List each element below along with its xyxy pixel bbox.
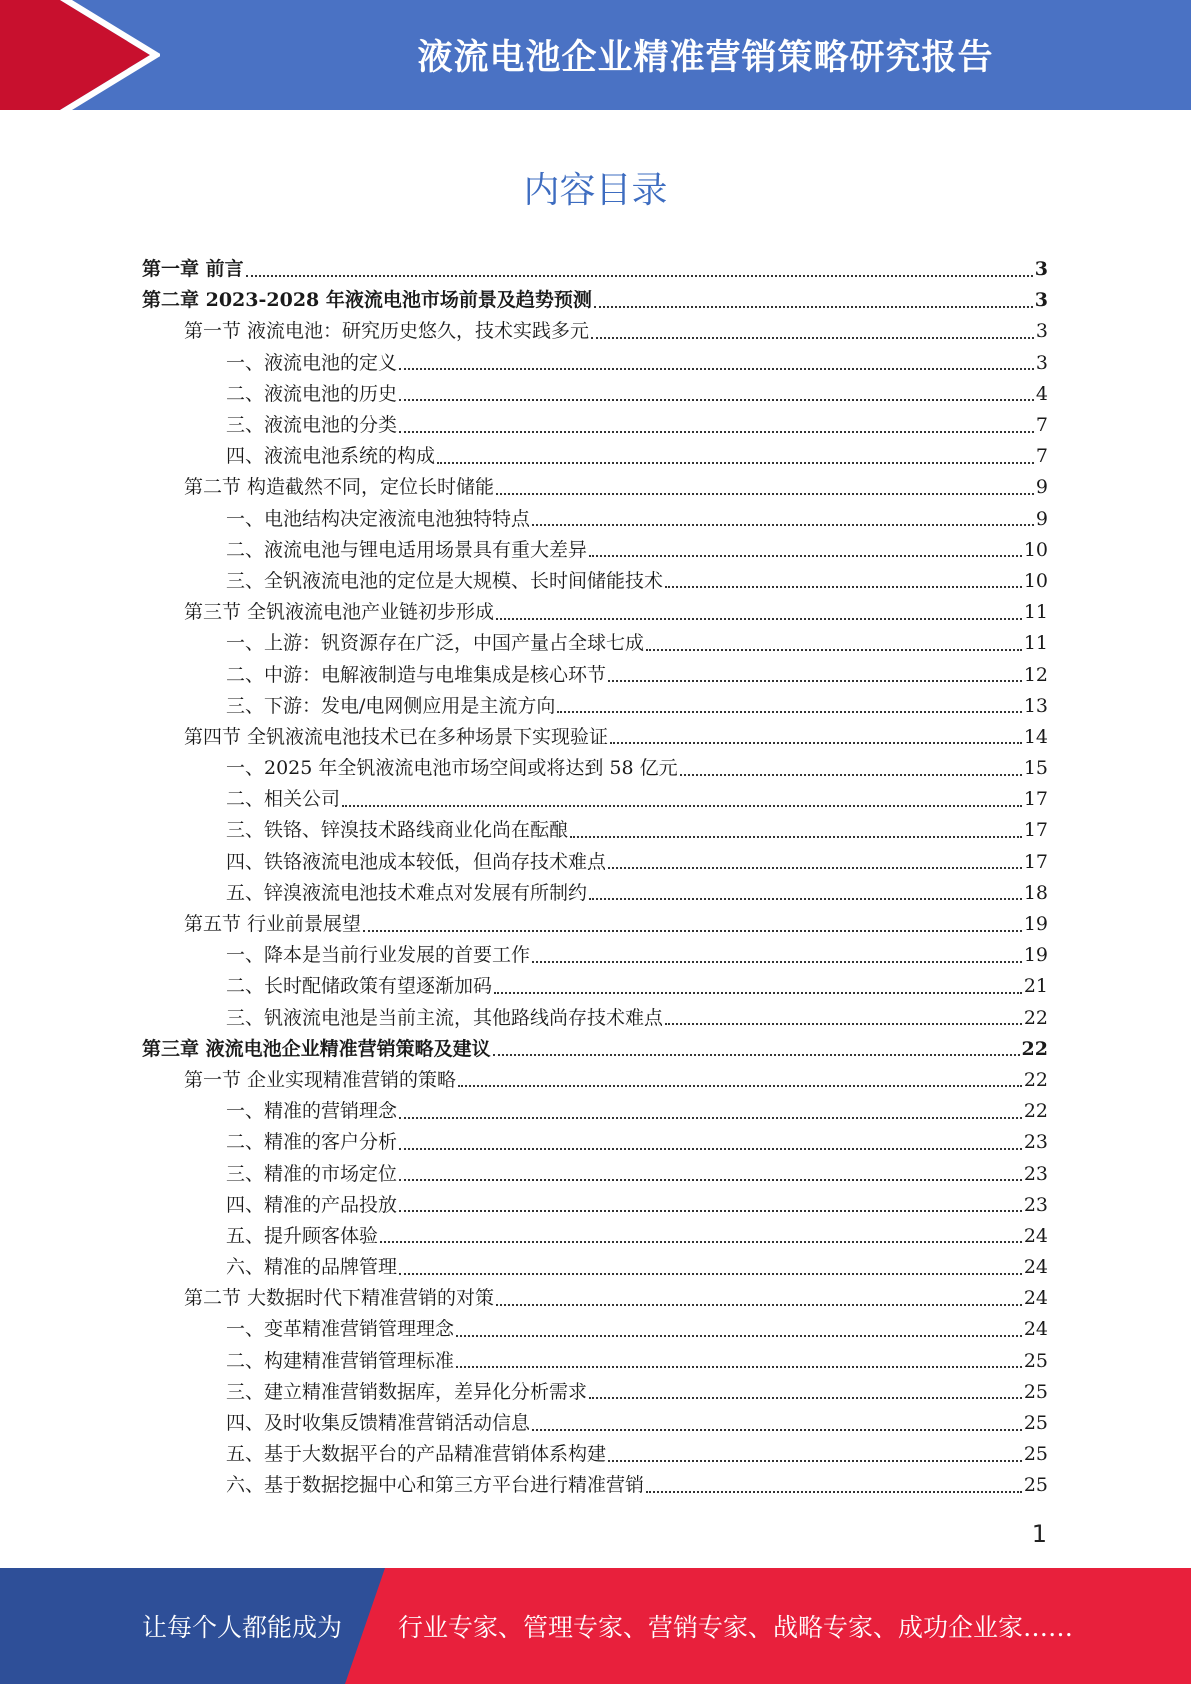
toc-chapter-entry[interactable] — [142, 1034, 1048, 1065]
toc-subsection-entry[interactable] — [142, 878, 1048, 909]
toc-subsection-entry[interactable] — [142, 971, 1048, 1002]
toc-entry-page: 7 — [1035, 414, 1048, 437]
toc-entry-page: 24 — [1023, 1224, 1048, 1247]
toc-entry-title: 一、精准的营销理念 — [226, 1100, 398, 1123]
toc-dot-leader — [665, 1023, 1022, 1025]
toc-subsection-entry[interactable] — [142, 1003, 1048, 1034]
toc-entry-page: 11 — [1023, 601, 1048, 624]
toc-section-entry[interactable] — [142, 472, 1048, 503]
toc-dot-leader — [646, 1491, 1022, 1493]
toc-subsection-entry[interactable] — [142, 1096, 1048, 1127]
toc-entry-title: 一、降本是当前行业发展的首要工作 — [226, 944, 531, 967]
toc-subsection-entry[interactable] — [142, 1346, 1048, 1377]
toc-dot-leader — [437, 462, 1034, 464]
toc-section-entry[interactable] — [142, 1065, 1048, 1096]
toc-subsection-entry[interactable] — [142, 1127, 1048, 1158]
toc-entry-title: 第二章 2023-2028 年液流电池市场前景及趋势预测 — [142, 289, 592, 312]
toc-entry-page: 25 — [1023, 1380, 1048, 1403]
toc-entry-page: 9 — [1035, 507, 1048, 530]
toc-entry-page: 3 — [1034, 258, 1048, 281]
toc-entry-page: 14 — [1023, 725, 1048, 748]
toc-entry-page: 17 — [1023, 819, 1048, 842]
toc-subsection-entry[interactable] — [142, 940, 1048, 971]
toc-entry-title: 一、上游：钒资源存在广泛，中国产量占全球七成 — [226, 632, 645, 655]
toc-entry-title: 一、变革精准营销管理理念 — [226, 1318, 455, 1341]
toc-entry-title: 四、精准的产品投放 — [226, 1193, 398, 1216]
toc-entry-title: 二、构建精准营销管理标准 — [226, 1349, 455, 1372]
toc-entry-title: 六、基于数据挖掘中心和第三方平台进行精准营销 — [226, 1474, 645, 1497]
toc-entry-page: 3 — [1034, 289, 1048, 312]
toc-entry-title: 五、锌溴液流电池技术难点对发展有所制约 — [226, 881, 588, 904]
toc-dot-leader — [608, 680, 1022, 682]
toc-subsection-entry[interactable] — [142, 628, 1048, 659]
toc-subsection-entry[interactable] — [142, 784, 1048, 815]
toc-section-entry[interactable] — [142, 909, 1048, 940]
table-of-contents — [142, 254, 1048, 1502]
toc-entry-page: 21 — [1023, 975, 1048, 998]
toc-dot-leader — [594, 306, 1033, 308]
toc-entry-title: 一、电池结构决定液流电池独特特点 — [226, 507, 531, 530]
toc-entry-page: 25 — [1023, 1349, 1048, 1372]
toc-subsection-entry[interactable] — [142, 566, 1048, 597]
toc-entry-title: 第二节 构造截然不同，定位长时储能 — [184, 476, 495, 499]
toc-entry-title: 一、液流电池的定义 — [226, 351, 398, 374]
toc-entry-page: 24 — [1023, 1287, 1048, 1310]
toc-dot-leader — [399, 1210, 1022, 1212]
toc-dot-leader — [589, 898, 1022, 900]
toc-dot-leader — [532, 1429, 1022, 1431]
toc-entry-title: 第一节 液流电池：研究历史悠久，技术实践多元 — [184, 320, 590, 343]
toc-entry-title: 四、铁铬液流电池成本较低，但尚存技术难点 — [226, 850, 607, 873]
toc-chapter-entry[interactable] — [142, 254, 1048, 285]
toc-entry-page: 22 — [1023, 1100, 1048, 1123]
page-number: 1 — [1031, 1520, 1047, 1548]
toc-entry-page: 25 — [1023, 1412, 1048, 1435]
toc-dot-leader — [399, 1117, 1022, 1119]
toc-entry-title: 三、全钒液流电池的定位是大规模、长时间储能技术 — [226, 569, 664, 592]
toc-entry-title: 五、提升顾客体验 — [226, 1224, 379, 1247]
toc-entry-title: 二、精准的客户分析 — [226, 1131, 398, 1154]
toc-dot-leader — [557, 711, 1021, 713]
toc-dot-leader — [496, 493, 1034, 495]
toc-dot-leader — [665, 586, 1022, 588]
toc-entry-title: 第二节 大数据时代下精准营销的对策 — [184, 1287, 495, 1310]
toc-dot-leader — [591, 337, 1034, 339]
toc-entry-page: 10 — [1023, 569, 1048, 592]
toc-entry-page: 12 — [1023, 663, 1048, 686]
toc-dot-leader — [496, 618, 1022, 620]
toc-dot-leader — [380, 1241, 1022, 1243]
toc-section-entry[interactable] — [142, 1283, 1048, 1314]
toc-entry-title: 二、长时配储政策有望逐渐加码 — [226, 975, 493, 998]
page-footer — [0, 1568, 1191, 1684]
toc-dot-leader — [399, 1273, 1022, 1275]
page-header — [0, 0, 1191, 110]
toc-entry-page: 22 — [1021, 1037, 1048, 1060]
toc-entry-page: 7 — [1035, 445, 1048, 468]
toc-subsection-entry[interactable] — [142, 1439, 1048, 1470]
toc-dot-leader — [532, 524, 1034, 526]
toc-entry-title: 五、基于大数据平台的产品精准营销体系构建 — [226, 1443, 607, 1466]
toc-dot-leader — [342, 805, 1022, 807]
toc-subsection-entry[interactable] — [142, 1252, 1048, 1283]
toc-subsection-entry[interactable] — [142, 691, 1048, 722]
toc-subsection-entry[interactable] — [142, 535, 1048, 566]
toc-dot-leader — [246, 275, 1033, 277]
toc-section-entry[interactable] — [142, 316, 1048, 347]
toc-dot-leader — [399, 1179, 1022, 1181]
report-title: 液流电池企业精准营销策略研究报告 — [417, 38, 994, 78]
toc-entry-title: 二、液流电池与锂电适用场景具有重大差异 — [226, 538, 588, 561]
toc-entry-page: 17 — [1023, 788, 1048, 811]
toc-entry-page: 25 — [1023, 1443, 1048, 1466]
toc-entry-page: 24 — [1023, 1318, 1048, 1341]
red-chevron-decoration — [0, 0, 160, 110]
toc-entry-page: 23 — [1023, 1193, 1048, 1216]
toc-dot-leader — [608, 1460, 1022, 1462]
toc-dot-leader — [589, 1397, 1022, 1399]
toc-subsection-entry[interactable] — [142, 1158, 1048, 1189]
toc-entry-title: 二、中游：电解液制造与电堆集成是核心环节 — [226, 663, 607, 686]
toc-subsection-entry[interactable] — [142, 1314, 1048, 1345]
toc-entry-title: 二、相关公司 — [226, 788, 341, 811]
toc-entry-title: 三、下游：发电/电网侧应用是主流方向 — [226, 694, 556, 717]
toc-subsection-entry[interactable] — [142, 1377, 1048, 1408]
toc-entry-title: 二、液流电池的历史 — [226, 382, 398, 405]
toc-entry-page: 4 — [1035, 382, 1048, 405]
toc-entry-title: 三、精准的市场定位 — [226, 1162, 398, 1185]
toc-entry-page: 24 — [1023, 1256, 1048, 1279]
toc-subsection-entry[interactable] — [142, 379, 1048, 410]
toc-entry-title: 三、建立精准营销数据库，差异化分析需求 — [226, 1380, 588, 1403]
footer-slogan-right: 行业专家、管理专家、营销专家、战略专家、成功企业家…… — [398, 1613, 1074, 1642]
toc-entry-page: 13 — [1023, 694, 1048, 717]
footer-slogan-left: 让每个人都能成为 — [142, 1613, 343, 1642]
toc-dot-leader — [399, 1148, 1022, 1150]
toc-entry-title: 第一章 前言 — [142, 258, 244, 281]
toc-dot-leader — [646, 649, 1022, 651]
toc-entry-title: 六、精准的品牌管理 — [226, 1256, 398, 1279]
toc-subsection-entry[interactable] — [142, 441, 1048, 472]
toc-entry-page: 9 — [1035, 476, 1048, 499]
toc-entry-title: 三、铁铬、锌溴技术路线商业化尚在酝酿 — [226, 819, 569, 842]
toc-entry-title: 第三章 液流电池企业精准营销策略及建议 — [142, 1037, 491, 1060]
toc-dot-leader — [610, 742, 1022, 744]
toc-entry-page: 22 — [1023, 1068, 1048, 1091]
toc-section-entry[interactable] — [142, 597, 1048, 628]
toc-entry-page: 3 — [1035, 351, 1048, 374]
toc-entry-title: 第三节 全钒液流电池产业链初步形成 — [184, 601, 495, 624]
toc-subsection-entry[interactable] — [142, 1221, 1048, 1252]
toc-subsection-entry[interactable] — [142, 1470, 1048, 1501]
toc-entry-title: 四、及时收集反馈精准营销活动信息 — [226, 1412, 531, 1435]
toc-chapter-entry[interactable] — [142, 285, 1048, 316]
toc-dot-leader — [456, 1366, 1022, 1368]
toc-dot-leader — [399, 431, 1034, 433]
toc-entry-page: 23 — [1023, 1131, 1048, 1154]
toc-entry-page: 15 — [1023, 757, 1048, 780]
toc-entry-title: 三、钒液流电池是当前主流，其他路线尚存技术难点 — [226, 1006, 664, 1029]
toc-entry-page: 3 — [1035, 320, 1048, 343]
toc-entry-page: 19 — [1023, 913, 1048, 936]
toc-entry-title: 第一节 企业实现精准营销的策略 — [184, 1068, 457, 1091]
toc-entry-page: 22 — [1023, 1006, 1048, 1029]
toc-dot-leader — [363, 930, 1022, 932]
toc-subsection-entry[interactable] — [142, 504, 1048, 535]
toc-entry-page: 17 — [1023, 850, 1048, 873]
toc-section-entry[interactable] — [142, 722, 1048, 753]
toc-dot-leader — [399, 399, 1034, 401]
toc-entry-page: 18 — [1023, 881, 1048, 904]
toc-entry-page: 25 — [1023, 1474, 1048, 1497]
toc-subsection-entry[interactable] — [142, 753, 1048, 784]
toc-dot-leader — [458, 1085, 1022, 1087]
toc-dot-leader — [496, 1304, 1022, 1306]
toc-subsection-entry[interactable] — [142, 659, 1048, 690]
toc-entry-title: 四、液流电池系统的构成 — [226, 445, 436, 468]
toc-dot-leader — [493, 1054, 1020, 1056]
toc-entry-title: 第五节 行业前景展望 — [184, 913, 362, 936]
toc-entry-page: 19 — [1023, 944, 1048, 967]
toc-dot-leader — [570, 836, 1022, 838]
toc-entry-title: 一、2025 年全钒液流电池市场空间或将达到 58 亿元 — [226, 757, 678, 780]
toc-dot-leader — [494, 992, 1022, 994]
toc-dot-leader — [608, 867, 1022, 869]
toc-dot-leader — [399, 368, 1034, 370]
toc-subsection-entry[interactable] — [142, 1190, 1048, 1221]
toc-subsection-entry[interactable] — [142, 847, 1048, 878]
toc-dot-leader — [680, 774, 1022, 776]
toc-heading: 内容目录 — [523, 170, 668, 211]
toc-subsection-entry[interactable] — [142, 815, 1048, 846]
toc-dot-leader — [589, 555, 1022, 557]
toc-subsection-entry[interactable] — [142, 410, 1048, 441]
toc-entry-page: 10 — [1023, 538, 1048, 561]
toc-subsection-entry[interactable] — [142, 348, 1048, 379]
toc-entry-title: 第四节 全钒液流电池技术已在多种场景下实现验证 — [184, 725, 609, 748]
toc-dot-leader — [532, 961, 1022, 963]
toc-subsection-entry[interactable] — [142, 1408, 1048, 1439]
toc-entry-page: 11 — [1023, 632, 1048, 655]
toc-dot-leader — [456, 1335, 1022, 1337]
toc-entry-page: 23 — [1023, 1162, 1048, 1185]
toc-entry-title: 三、液流电池的分类 — [226, 414, 398, 437]
